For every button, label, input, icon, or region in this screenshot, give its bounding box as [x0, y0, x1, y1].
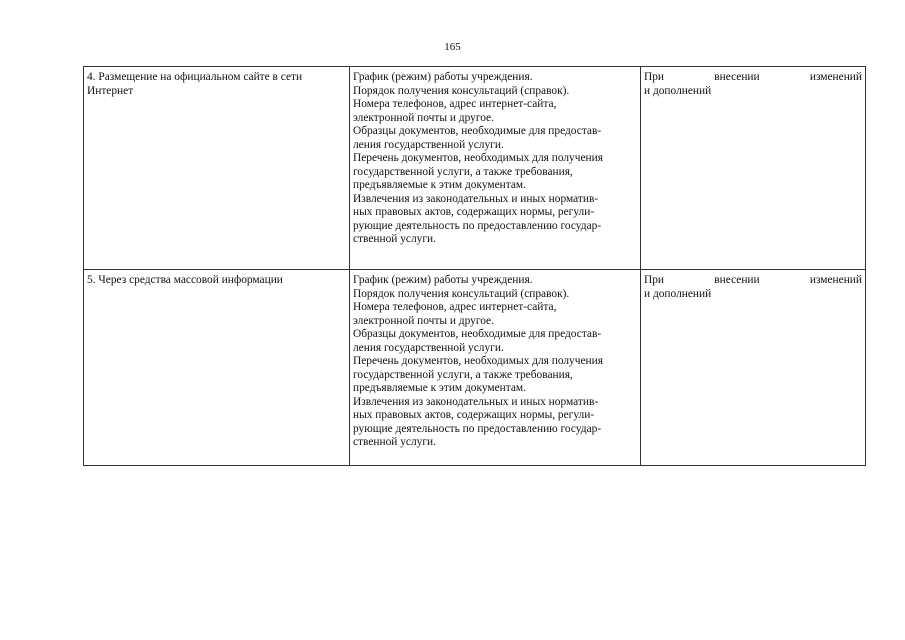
frequency-word: изменений: [809, 274, 862, 286]
content-text-line: ления государственной услуги.: [353, 341, 504, 354]
content-cell: [350, 67, 641, 270]
content-text-line: Номера телефонов, адрес интернет-сайта,: [353, 98, 557, 110]
page-number: 165: [444, 41, 461, 53]
content-text-line: Перечень документов, необходимых для получения: [353, 355, 603, 367]
frequency-word: При: [644, 71, 665, 83]
frequency-line: [644, 274, 862, 288]
content-text-line: Порядок получения консультаций (справок).: [353, 84, 570, 97]
frequency-cell: [641, 270, 866, 466]
content-text-line: График (режим) работы учреждения.: [353, 274, 533, 286]
content-text-line: рующие деятельность по предоставлению государ-: [353, 422, 602, 435]
content-text-line: ных правовых актов, содержащих нормы, регули-: [353, 409, 595, 421]
content-text-line: Извлечения из законодательных и иных норматив-: [353, 395, 599, 408]
method-text-line: 5. Через средства массовой информации: [87, 274, 283, 286]
method-cell: [84, 270, 350, 466]
frequency-word: изменений: [809, 71, 862, 83]
content-text-line: государственной услуги, а также требования,: [353, 368, 573, 381]
frequency-word: внесении: [714, 274, 760, 286]
content-text-line: Перечень документов, необходимых для получения: [353, 152, 603, 164]
content-text-line: электронной почты и другое.: [353, 314, 494, 327]
content-text-line: ственной услуги.: [353, 233, 436, 245]
frequency-word: При: [644, 274, 665, 286]
content-text-line: Порядок получения консультаций (справок).: [353, 287, 570, 300]
content-text-line: Номера телефонов, адрес интернет-сайта,: [353, 301, 557, 313]
method-text-line: Интернет: [87, 84, 134, 97]
content-text-line: График (режим) работы учреждения.: [353, 71, 533, 83]
frequency-line: и дополнений: [644, 84, 712, 97]
content-text-line: ных правовых актов, содержащих нормы, регули-: [353, 206, 595, 218]
content-text-line: ственной услуги.: [353, 436, 436, 448]
content-text-line: рующие деятельность по предоставлению государ-: [353, 219, 602, 232]
frequency-line: [644, 71, 862, 85]
frequency-line: и дополнений: [644, 287, 712, 300]
content-text-line: государственной услуги, а также требования,: [353, 165, 573, 178]
content-text-line: электронной почты и другое.: [353, 111, 494, 124]
method-cell: [84, 67, 350, 270]
info-methods-table: [83, 66, 866, 466]
frequency-cell: [641, 67, 866, 270]
content-text-line: ления государственной услуги.: [353, 138, 504, 151]
content-text-line: Извлечения из законодательных и иных норматив-: [353, 192, 599, 205]
content-text-line: Образцы документов, необходимые для предостав-: [353, 125, 602, 137]
frequency-word: внесении: [714, 71, 760, 83]
content-text-line: предъявляемые к этим документам.: [353, 382, 526, 394]
content-text-line: предъявляемые к этим документам.: [353, 179, 526, 191]
method-text-line: 4. Размещение на официальном сайте в сети: [87, 71, 303, 83]
content-cell: [350, 270, 641, 466]
table-row: [84, 270, 866, 466]
content-text-line: Образцы документов, необходимые для предостав-: [353, 328, 602, 340]
table-row: [84, 67, 866, 270]
